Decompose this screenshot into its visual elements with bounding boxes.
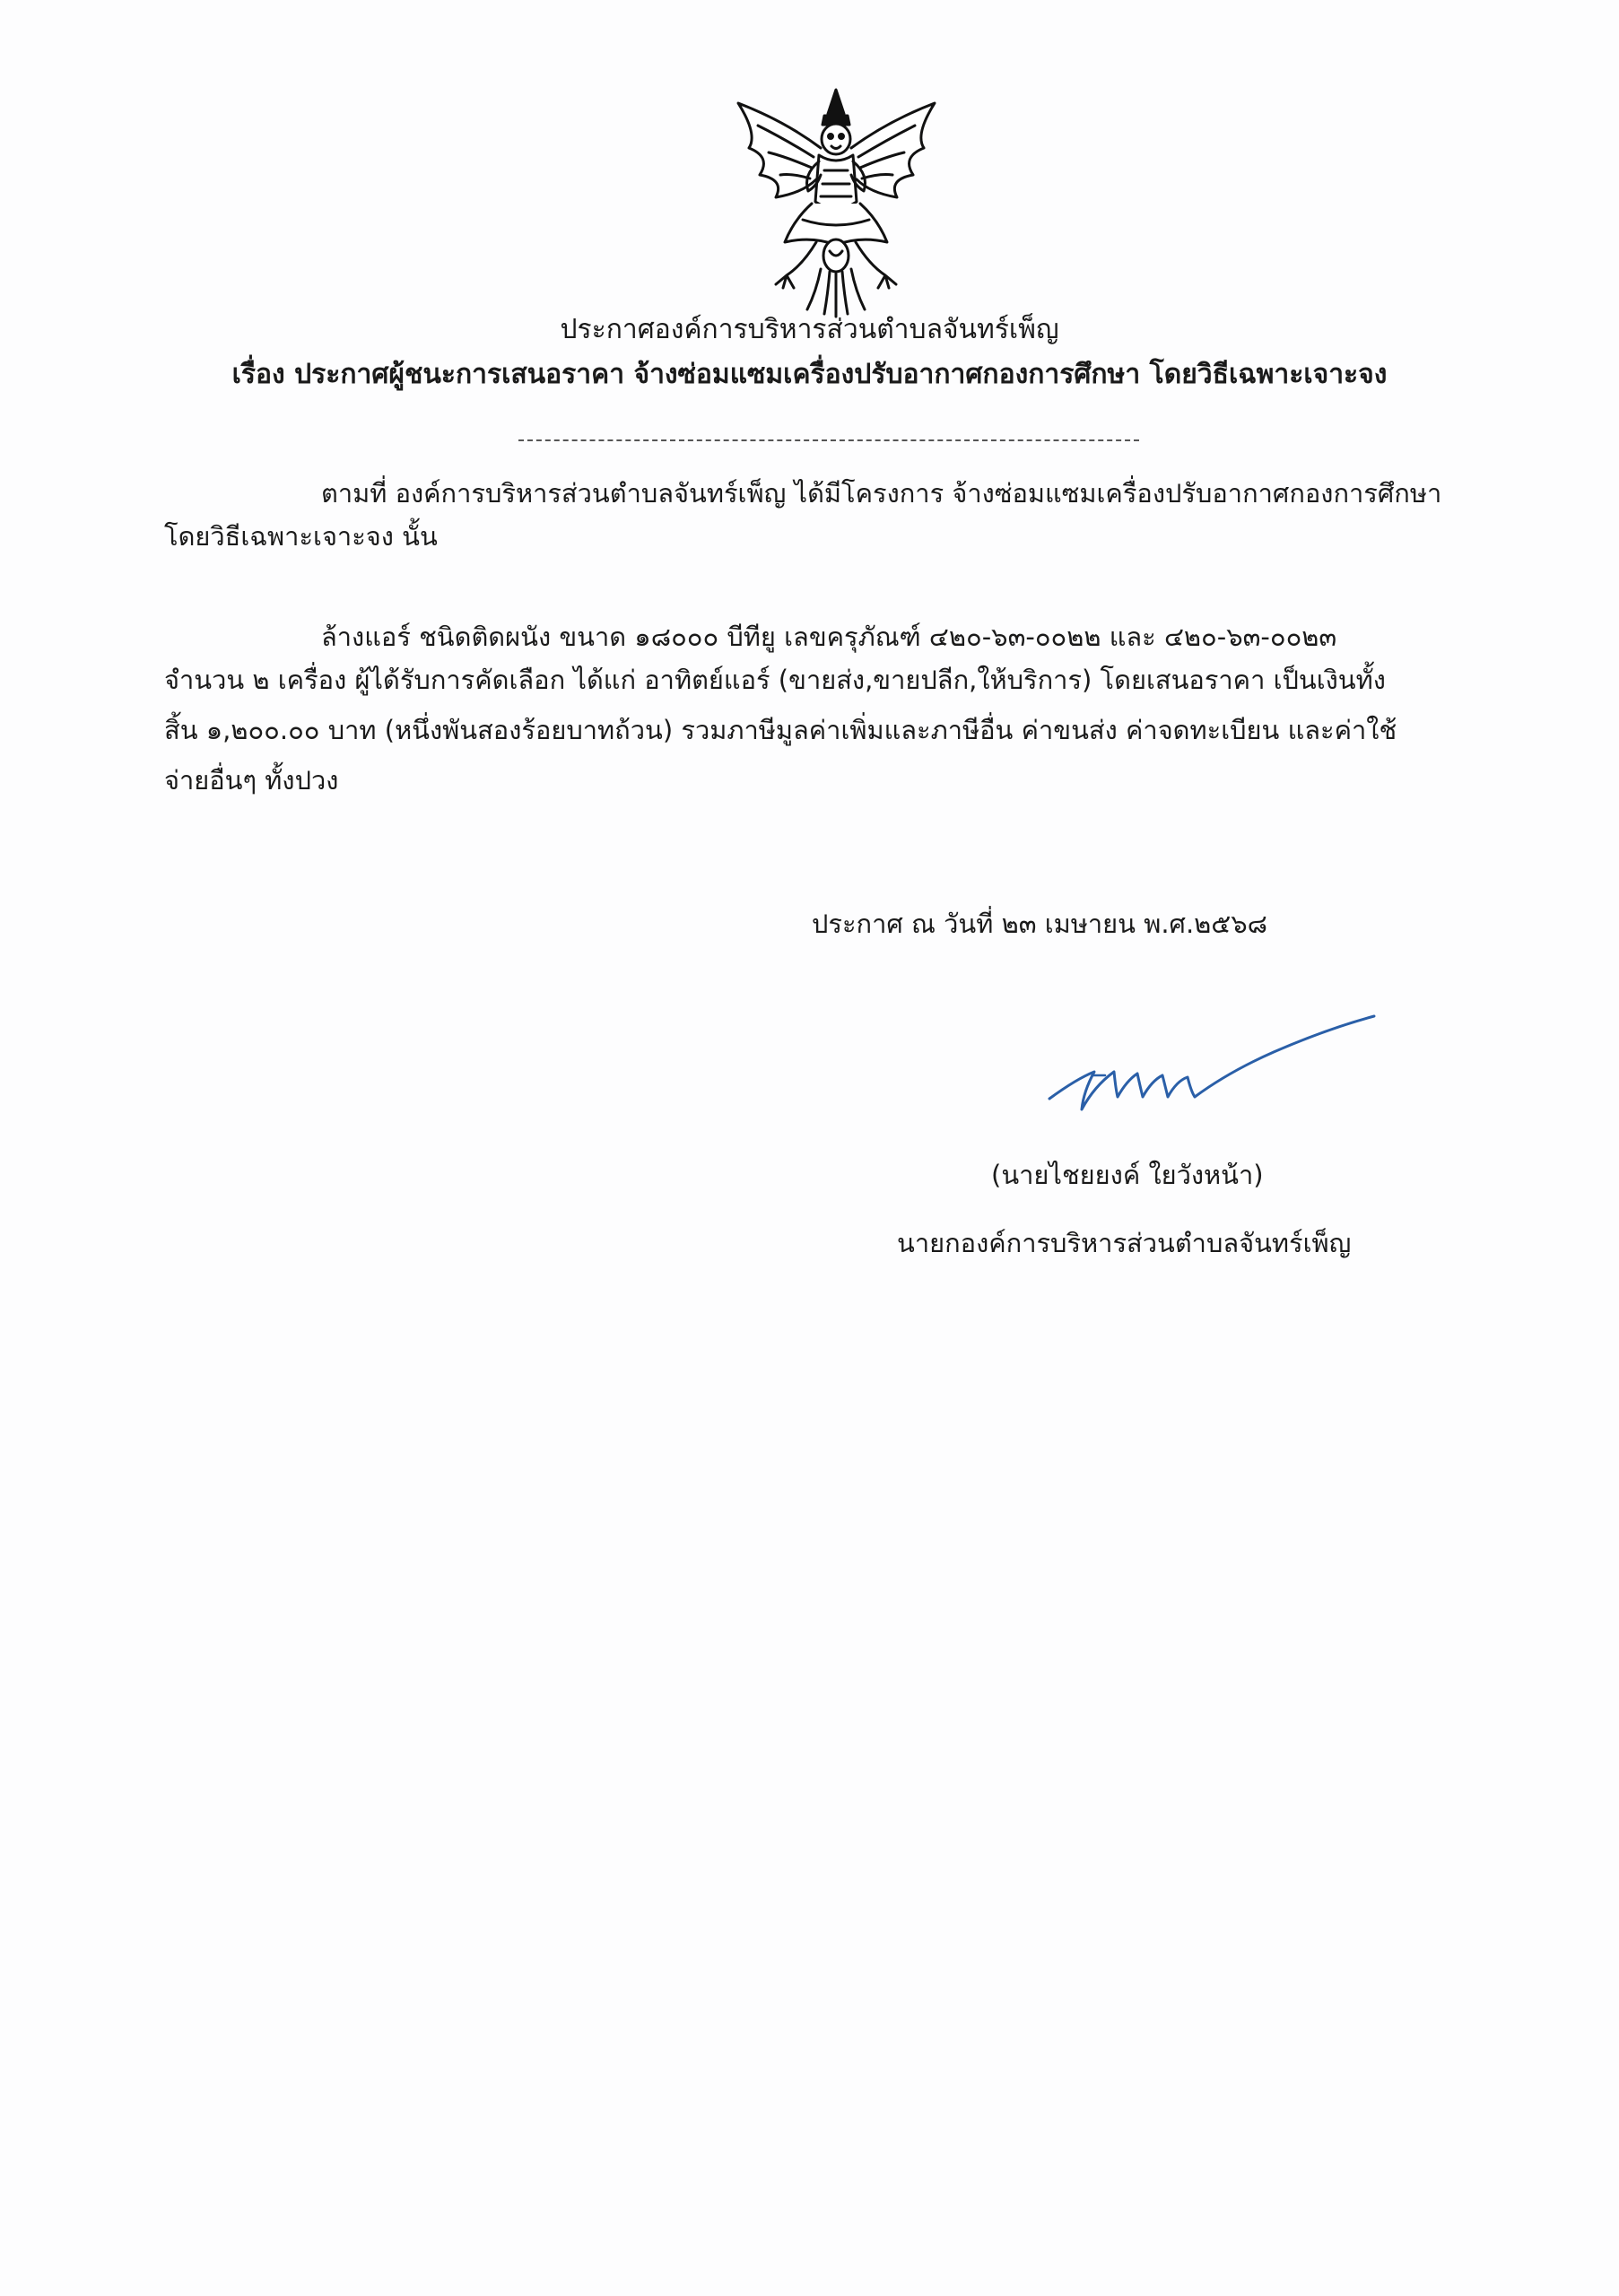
paragraph-line: จ่ายอื่นๆ ทั้งปวง — [164, 765, 339, 796]
signer-position: นายกองค์การบริหารส่วนตำบลจันทร์เพ็ญ — [897, 1228, 1352, 1258]
garuda-emblem-icon — [731, 85, 942, 318]
paragraph-line: สิ้น ๑,๒๐๐.๐๐ บาท (หนึ่งพันสองร้อยบาทถ้วน) รวมภาษีมูลค่าเพิ่มและภาษีอื่น ค่าขนส่ง ค่าจดทะเบียน และค่าใช้ — [164, 715, 1397, 745]
paragraph-line: โดยวิธีเฉพาะเจาะจง นั้น — [164, 521, 438, 552]
paragraph-line: ล้างแอร์ ชนิดติดผนัง ขนาด ๑๘๐๐๐ บีทียู เลขครุภัณฑ์ ๔๒๐-๖๓-๐๐๒๒ และ ๔๒๐-๖๓-๐๐๒๓ — [321, 622, 1337, 652]
document-heading: ประกาศองค์การบริหารส่วนตำบลจันทร์เพ็ญ — [560, 314, 1059, 345]
dashed-separator — [518, 439, 1139, 441]
paragraph-line: ตามที่ องค์การบริหารส่วนตำบลจันทร์เพ็ญ ได้มีโครงการ จ้างซ่อมแซมเครื่องปรับอากาศกองการศึกษา — [321, 478, 1442, 509]
paragraph-line: จำนวน ๒ เครื่อง ผู้ได้รับการคัดเลือก ได้แก่ อาทิตย์แอร์ (ขายส่ง,ขายปลีก,ให้บริการ) โดยเสนอราคา เป็นเงินทั้ง — [164, 665, 1386, 695]
document-subject: เรื่อง ประกาศผู้ชนะการเสนอราคา จ้างซ่อมแซมเครื่องปรับอากาศกองการศึกษา โดยวิธีเฉพาะเจาะจง — [231, 359, 1388, 390]
announcement-date: ประกาศ ณ วันที่ ๒๓ เมษายน พ.ศ.๒๕๖๘ — [812, 909, 1268, 939]
signer-name: (นายไชยยงค์ ใยวังหน้า) — [991, 1160, 1264, 1190]
handwritten-signature — [1040, 1009, 1381, 1126]
